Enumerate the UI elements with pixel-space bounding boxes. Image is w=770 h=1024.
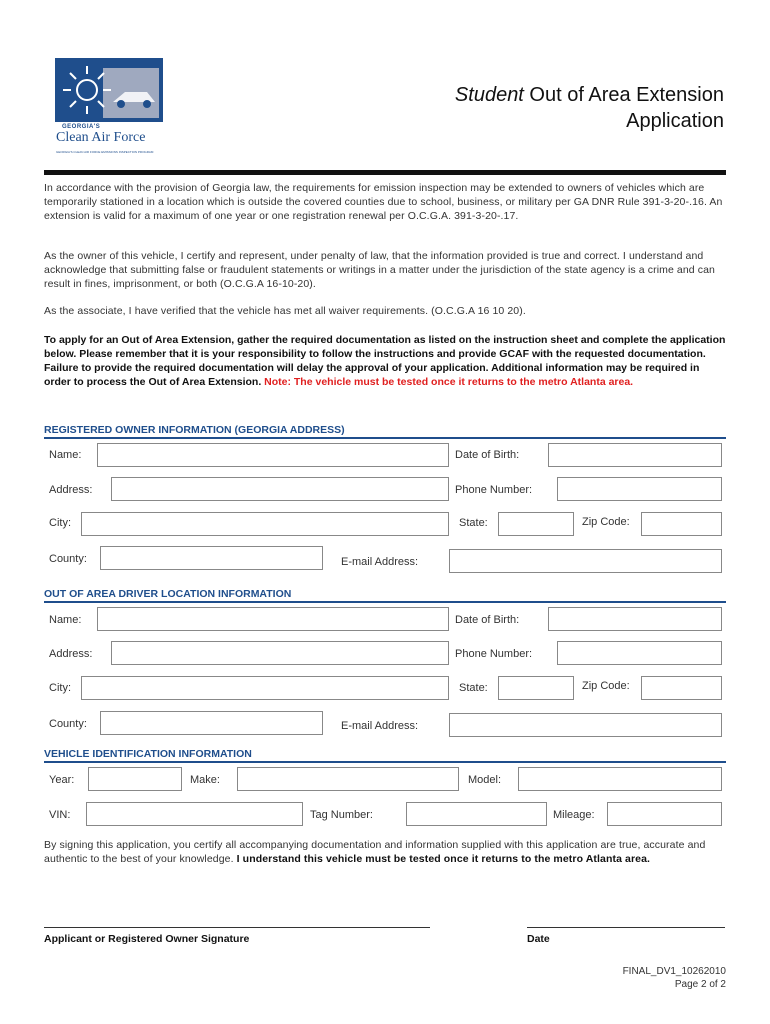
- owner-state-label: State:: [459, 517, 488, 529]
- owner-county-input[interactable]: [100, 546, 323, 570]
- driver-zip-input[interactable]: [641, 676, 722, 700]
- vehicle-mileage-label: Mileage:: [553, 809, 595, 821]
- vehicle-vin-label: VIN:: [49, 809, 71, 821]
- date-signature-line[interactable]: [527, 927, 725, 928]
- page-title: [455, 82, 724, 134]
- date-label: Date: [527, 933, 550, 945]
- driver-phone-input[interactable]: [557, 641, 722, 665]
- driver-city-input[interactable]: [81, 676, 449, 700]
- vehicle-tag-label: Tag Number:: [310, 809, 373, 821]
- vehicle-model-label: Model:: [468, 774, 502, 786]
- owner-email-input[interactable]: [449, 549, 722, 573]
- owner-zip-input[interactable]: [641, 512, 722, 536]
- driver-city-label: City:: [49, 682, 71, 694]
- driver-name-input[interactable]: [97, 607, 449, 631]
- driver-zip-label: Zip Code:: [582, 680, 630, 692]
- instructions-text: To apply for an Out of Area Extension, gather the required documentation as listed on the instruction sheet and complete the application below. Please remember that it is your responsibility to follow the instructions and provide GCAF with the requested documentation. Failure to provide the required documentation will delay the approval of your application. Additional information may be required in order to process the Out of Area Extension.: [44, 334, 726, 388]
- driver-dob-input[interactable]: [548, 607, 722, 631]
- driver-address-input[interactable]: [111, 641, 449, 665]
- driver-name-label: Name:: [49, 614, 82, 626]
- vehicle-make-label: Make:: [190, 774, 220, 786]
- vehicle-year-label: Year:: [49, 774, 75, 786]
- owner-address-input[interactable]: [111, 477, 449, 501]
- instructions-paragraph: [44, 333, 726, 389]
- vehicle-make-input[interactable]: [237, 767, 459, 791]
- logo-tagline: GEORGIA'S CLEAN AIR FORCE EMISSIONS INSPECTION PROGRAM: [56, 150, 154, 154]
- legal-paragraph-2: As the owner of this vehicle, I certify and represent, under penalty of law, that the information provided is true and correct. I understand and acknowledge that submitting false or fraudulent statements or writings in a matter under the jurisdiction of the state agency is a crime and can result in fines, imprisonment, or both (O.C.G.A 16-10-20).: [44, 250, 715, 290]
- driver-county-input[interactable]: [100, 711, 323, 735]
- vehicle-model-input[interactable]: [518, 767, 722, 791]
- instructions-note: Note: The vehicle must be tested once it returns to the metro Atlanta area.: [261, 376, 634, 388]
- owner-county-label: County:: [49, 553, 87, 565]
- applicant-signature-label: Applicant or Registered Owner Signature: [44, 933, 250, 945]
- title-italic: Student: [454, 84, 524, 106]
- driver-email-label: E-mail Address:: [341, 720, 419, 732]
- owner-city-label: City:: [49, 517, 71, 529]
- owner-zip-label: Zip Code:: [582, 516, 630, 528]
- clean-air-force-logo: [55, 58, 163, 122]
- driver-state-input[interactable]: [498, 676, 574, 700]
- page-number: Page 2 of 2: [674, 979, 726, 990]
- vehicle-tag-input[interactable]: [406, 802, 547, 826]
- owner-email-label: E-mail Address:: [341, 556, 419, 568]
- vehicle-mileage-input[interactable]: [607, 802, 722, 826]
- driver-phone-label: Phone Number:: [455, 648, 533, 660]
- owner-name-label: Name:: [49, 449, 82, 461]
- owner-state-input[interactable]: [498, 512, 574, 536]
- applicant-signature-line[interactable]: [44, 927, 430, 928]
- section-registered-owner: REGISTERED OWNER INFORMATION (GEORGIA ADDRESS): [44, 424, 726, 439]
- legal-paragraph-3: As the associate, I have verified that the vehicle has met all waiver requirements. (O.C.G.A 16 10 20).: [44, 305, 526, 317]
- section-out-of-area-driver: OUT OF AREA DRIVER LOCATION INFORMATION: [44, 588, 726, 603]
- page-footer: [623, 965, 726, 991]
- owner-address-label: Address:: [49, 484, 93, 496]
- owner-dob-input[interactable]: [548, 443, 722, 467]
- form-code: FINAL_DV1_10262010: [622, 966, 726, 977]
- driver-dob-label: Date of Birth:: [455, 614, 520, 626]
- section-vehicle-identification: VEHICLE IDENTIFICATION INFORMATION: [44, 748, 726, 763]
- title-divider: [44, 170, 726, 175]
- driver-email-input[interactable]: [449, 713, 722, 737]
- title-line2: Application: [626, 110, 724, 132]
- certification-paragraph: [44, 838, 726, 866]
- vehicle-year-input[interactable]: [88, 767, 182, 791]
- owner-phone-label: Phone Number:: [455, 484, 533, 496]
- logo-georgias: GEORGIA'S: [62, 124, 101, 130]
- certification-text: By signing this application, you certify all accompanying documentation and information supplied with this application are true, accurate and authentic to the best of your knowledge.: [44, 839, 706, 865]
- logo-clean-air-force: Clean Air Force: [56, 130, 146, 145]
- owner-phone-input[interactable]: [557, 477, 722, 501]
- owner-dob-label: Date of Birth:: [455, 449, 520, 461]
- sun-car-logo-icon: [55, 58, 163, 122]
- driver-county-label: County:: [49, 718, 87, 730]
- vehicle-vin-input[interactable]: [86, 802, 303, 826]
- owner-city-input[interactable]: [81, 512, 449, 536]
- title-rest: Out of Area Extension: [523, 84, 724, 106]
- certification-bold: I understand this vehicle must be tested once it returns to the metro Atlanta area.: [233, 853, 651, 865]
- driver-address-label: Address:: [49, 648, 93, 660]
- owner-name-input[interactable]: [97, 443, 449, 467]
- legal-paragraph-1: In accordance with the provision of Georgia law, the requirements for emission inspection may be extended to owners of vehicles which are temporarily stationed in a location which is outside the covered counties due to school, business, or military per GA DNR Rule 391-3-20-.16. An extension is valid for a maximum of one year or one registration renewal per O.C.G.A. 391-3-20-.17.: [44, 182, 723, 222]
- driver-state-label: State:: [459, 682, 488, 694]
